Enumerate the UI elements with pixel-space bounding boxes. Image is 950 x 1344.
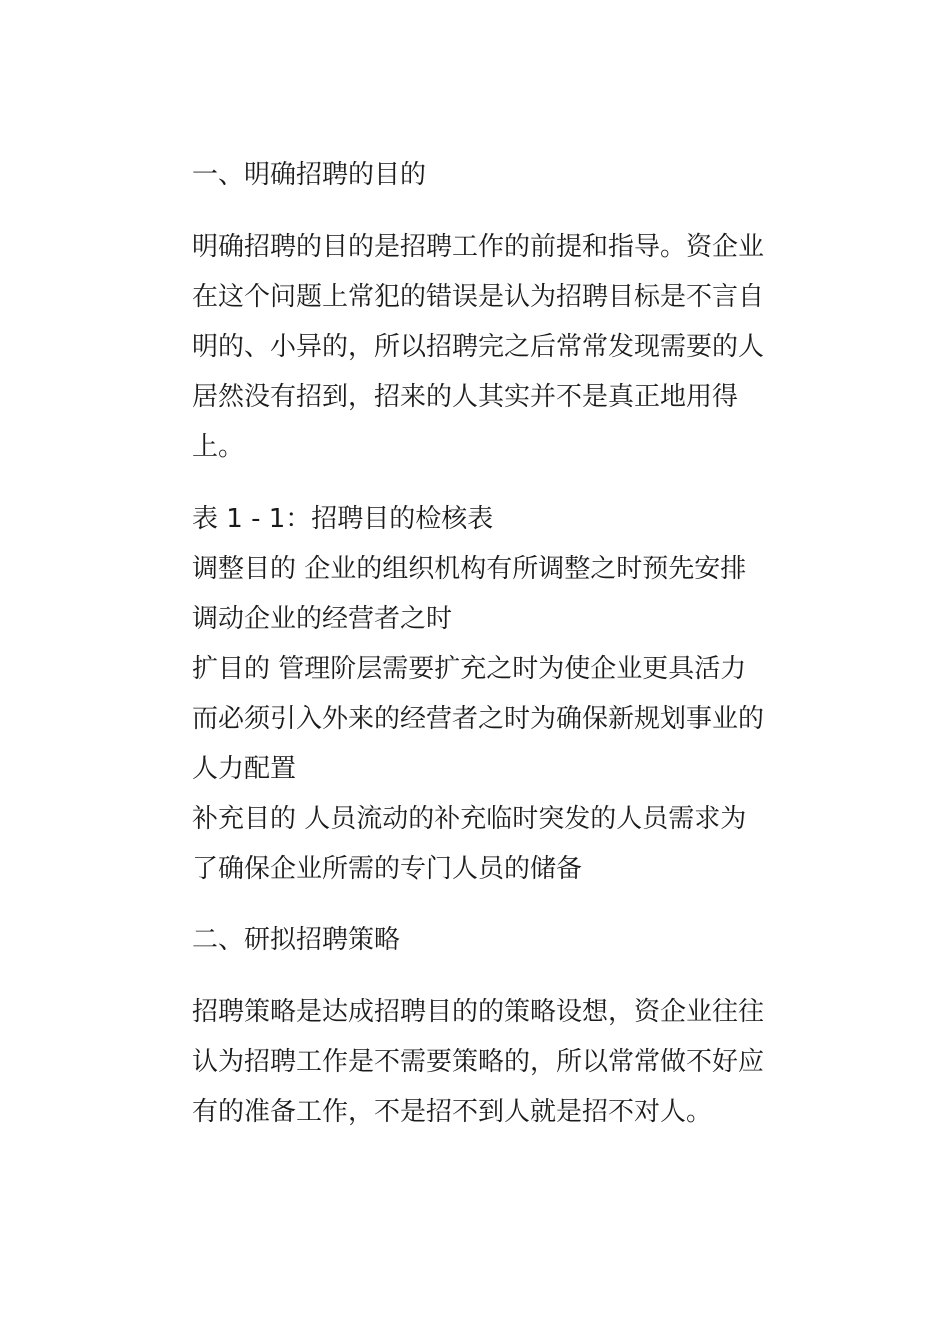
paragraph-line: 认为招聘工作是不需要策略的，所以常常做不好应	[192, 1047, 765, 1077]
paragraph-line: 有的准备工作，不是招不到人就是招不对人。	[192, 1097, 713, 1127]
paragraph-line: 在这个问题上常犯的错误是认为招聘目标是不言自	[192, 282, 765, 312]
paragraph-line: 居然没有招到，招来的人其实并不是真正地用得	[192, 382, 739, 412]
paragraph-line: 上。	[192, 432, 245, 462]
table-row-line: 扩目的 管理阶层需要扩充之时为使企业更具活力	[192, 654, 747, 684]
table-row-line: 补充目的 人员流动的补充临时突发的人员需求为	[192, 804, 747, 834]
paragraph-line: 明确招聘的目的是招聘工作的前提和指导。资企业	[192, 232, 765, 262]
paragraph-line: 招聘策略是达成招聘目的的策略设想，资企业往往	[192, 997, 765, 1027]
table-row-line: 人力配置	[192, 754, 297, 784]
section-2-heading: 二、研拟招聘策略	[192, 925, 401, 955]
table-caption: 表 1 - 1：招聘目的检核表	[192, 504, 494, 534]
paragraph-line: 明的、小异的，所以招聘完之后常常发现需要的人	[192, 332, 765, 362]
section-1-heading: 一、明确招聘的目的	[192, 160, 427, 190]
table-row-line: 了确保企业所需的专门人员的储备	[192, 854, 583, 884]
table-row-line: 而必须引入外来的经营者之时为确保新规划事业的	[192, 704, 765, 734]
table-row-line: 调动企业的经营者之时	[192, 604, 453, 634]
table-row-line: 调整目的 企业的组织机构有所调整之时预先安排	[192, 554, 747, 584]
